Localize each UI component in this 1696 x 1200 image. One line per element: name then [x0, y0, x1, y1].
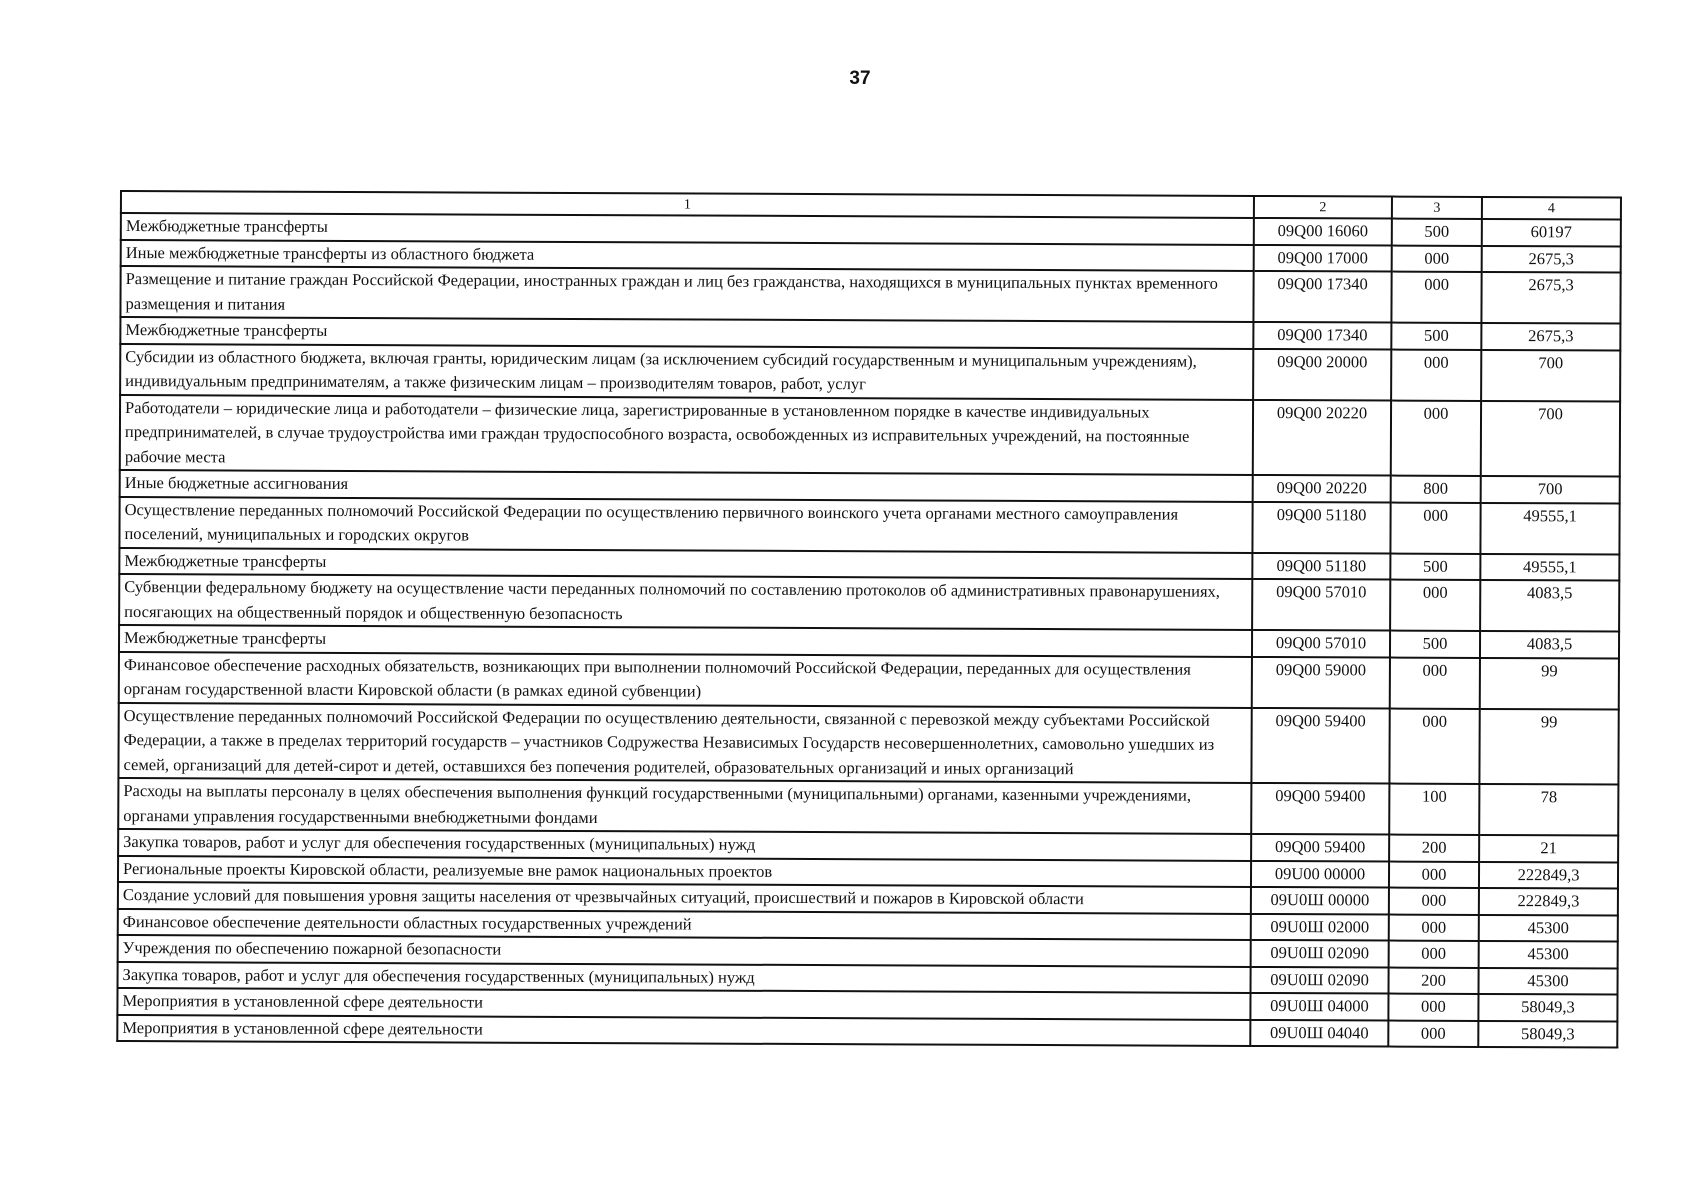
row-code: 09Q00 59400: [1251, 834, 1389, 861]
row-code: 09Q00 59000: [1252, 656, 1390, 708]
row-amount: 58049,3: [1478, 1020, 1617, 1047]
row-amount: 45300: [1479, 941, 1618, 968]
row-expense-type: 500: [1391, 323, 1481, 350]
row-amount: 2675,3: [1481, 323, 1620, 350]
row-description: Иные межбюджетные трансферты из областного бюджета: [121, 240, 1254, 271]
row-description: Мероприятия в установленной сфере деятельности: [117, 1014, 1250, 1045]
row-amount: 99: [1480, 657, 1619, 709]
column-header: 2: [1254, 196, 1392, 219]
row-code: 09U0Ш 02090: [1251, 940, 1389, 967]
table-row: [117, 1014, 1617, 1047]
row-amount: 78: [1479, 784, 1618, 836]
row-code: 09Q00 51180: [1252, 501, 1390, 553]
row-amount: 49555,1: [1480, 502, 1619, 554]
row-expense-type: 000: [1389, 941, 1479, 968]
row-expense-type: 000: [1388, 994, 1478, 1021]
row-expense-type: 000: [1389, 888, 1479, 915]
row-description: Межбюджетные трансферты: [120, 317, 1253, 348]
row-amount: 222849,3: [1479, 888, 1618, 915]
column-header: 3: [1392, 197, 1482, 219]
row-amount: 45300: [1479, 967, 1618, 994]
row-expense-type: 200: [1389, 967, 1479, 994]
row-amount: 700: [1481, 400, 1620, 476]
row-expense-type: 000: [1392, 245, 1482, 272]
row-description: Субсидии из областного бюджета, включая гранты, юридическим лицам (за исключением субсидий государственным и муниципальным учреждениям), индивидуальным предпринимателям, а также физическим лицам – производителям товаров, работ, услуг: [120, 344, 1253, 400]
row-amount: 60197: [1482, 219, 1621, 246]
row-amount: 58049,3: [1478, 994, 1617, 1021]
column-header: 4: [1482, 197, 1621, 220]
row-code: 09Q00 57010: [1252, 630, 1390, 657]
row-code: 09U0Ш 04040: [1250, 1019, 1388, 1046]
row-expense-type: 000: [1389, 914, 1479, 941]
row-code: 09Q00 59400: [1251, 707, 1389, 783]
row-code: 09Q00 17340: [1253, 271, 1391, 323]
table-row: [120, 266, 1620, 324]
row-code: 09Q00 17340: [1253, 322, 1391, 349]
row-description: Региональные проекты Кировской области, реализуемые вне рамок национальных проектов: [118, 855, 1251, 886]
row-expense-type: 000: [1391, 349, 1481, 400]
row-expense-type: 500: [1392, 219, 1482, 246]
row-expense-type: 500: [1390, 631, 1480, 658]
row-description: Закупка товаров, работ и услуг для обеспечения государственных (муниципальных) нужд: [118, 961, 1251, 992]
row-expense-type: 800: [1391, 476, 1481, 503]
row-description: Иные бюджетные ассигнования: [120, 470, 1253, 501]
row-amount: 49555,1: [1480, 553, 1619, 580]
row-amount: 4083,5: [1480, 580, 1619, 632]
row-code: 09Q00 20220: [1253, 399, 1391, 475]
row-description: Учреждения по обеспечению пожарной безопасности: [118, 935, 1251, 966]
row-description: Осуществление переданных полномочий Российской Федерации по осуществлению первичного воинского учета органами местного самоуправления поселений, муниципальных и городских округов: [119, 497, 1252, 553]
page-number: 37: [849, 68, 871, 89]
row-code: 09Q00 17000: [1254, 244, 1392, 271]
row-amount: 2675,3: [1481, 272, 1620, 324]
row-expense-type: 000: [1391, 272, 1481, 323]
row-description: Расходы на выплаты персоналу в целях обеспечения выполнения функций государственными (муниципальными) органами, казенными учреждениями, органами управления государственными внебюджетными фондами: [118, 778, 1251, 834]
row-expense-type: 000: [1390, 580, 1480, 631]
row-code: 09U0Ш 02000: [1251, 913, 1389, 940]
row-code: 09Q00 57010: [1252, 579, 1390, 631]
row-expense-type: 200: [1389, 835, 1479, 862]
table-row: [119, 652, 1619, 710]
row-code: 09Q00 20000: [1253, 348, 1391, 400]
row-amount: 4083,5: [1480, 631, 1619, 658]
row-description: Закупка товаров, работ и услуг для обеспечения государственных (муниципальных) нужд: [118, 829, 1251, 860]
row-code: 09U0Ш 02090: [1251, 966, 1389, 993]
row-amount: 99: [1479, 708, 1618, 784]
table-row: [118, 778, 1618, 836]
row-expense-type: 000: [1389, 708, 1479, 784]
row-code: 09U0Ш 04000: [1250, 993, 1388, 1020]
row-code: 09U0Ш 00000: [1251, 887, 1389, 914]
row-amount: 222849,3: [1479, 861, 1618, 888]
row-code: 09Q00 51180: [1252, 552, 1390, 579]
row-description: Финансовое обеспечение деятельности областных государственных учреждений: [118, 908, 1251, 939]
row-expense-type: 000: [1388, 1020, 1478, 1047]
row-amount: 21: [1479, 835, 1618, 862]
table-row: [119, 497, 1619, 555]
row-code: 09U00 00000: [1251, 860, 1389, 887]
row-description: Создание условий для повышения уровня защиты населения от чрезвычайных ситуаций, происшествий и пожаров в Кировской области: [118, 882, 1251, 913]
row-amount: 700: [1481, 476, 1620, 503]
row-expense-type: 100: [1389, 784, 1479, 835]
table-row: [119, 574, 1619, 632]
row-description: Осуществление переданных полномочий Российской Федерации по осуществлению деятельности, связанной с перевозкой между субъектами Российской Федерации, а также в пределах территорий государств – участников Содружества Независимых Государств несовершеннолетних, самовольно ушедших из семей, организаций для детей-сирот и детей, оставшихся без попечения родителей, образовательных организаций и иных организаций: [118, 702, 1251, 782]
row-expense-type: 000: [1390, 502, 1480, 553]
table-row: [118, 702, 1618, 784]
table-row: [120, 395, 1620, 477]
row-expense-type: 000: [1389, 861, 1479, 888]
budget-table: [116, 190, 1622, 1049]
row-amount: 700: [1481, 349, 1620, 401]
column-header: 1: [121, 191, 1254, 218]
row-description: Межбюджетные трансферты: [121, 213, 1254, 244]
row-description: Межбюджетные трансферты: [119, 548, 1252, 579]
row-amount: 45300: [1479, 914, 1618, 941]
table-row: [120, 344, 1620, 402]
row-description: Финансовое обеспечение расходных обязательств, возникающих при выполнении полномочий Российской Федерации, переданных для осуществления органам государственной власти Кировской области (в рамках единой субвенции): [119, 652, 1252, 708]
row-amount: 2675,3: [1482, 245, 1621, 272]
row-code: 09Q00 16060: [1254, 218, 1392, 245]
row-expense-type: 500: [1390, 553, 1480, 580]
row-description: Работодатели – юридические лица и работодатели – физические лица, зарегистрированные в установленном порядке в качестве индивидуальных предпринимателей, в случае трудоустройства ими граждан трудоспособного возраста, освобожденных из исправительных учреждений, на постоянные рабочие места: [120, 395, 1253, 475]
row-code: 09Q00 20220: [1253, 475, 1391, 502]
row-expense-type: 000: [1391, 400, 1481, 476]
row-description: Межбюджетные трансферты: [119, 625, 1252, 656]
row-description: Субвенции федеральному бюджету на осуществление части переданных полномочий по составлению протоколов об административных правонарушениях, посягающих на общественный порядок и общественную безопасность: [119, 574, 1252, 630]
row-description: Мероприятия в установленной сфере деятельности: [117, 988, 1250, 1019]
row-expense-type: 000: [1390, 657, 1480, 708]
row-description: Размещение и питание граждан Российской Федерации, иностранных граждан и лиц без гражданства, находящихся в муниципальных пунктах временного размещения и питания: [120, 266, 1253, 322]
row-code: 09Q00 59400: [1251, 783, 1389, 835]
table-body: [117, 213, 1621, 1048]
